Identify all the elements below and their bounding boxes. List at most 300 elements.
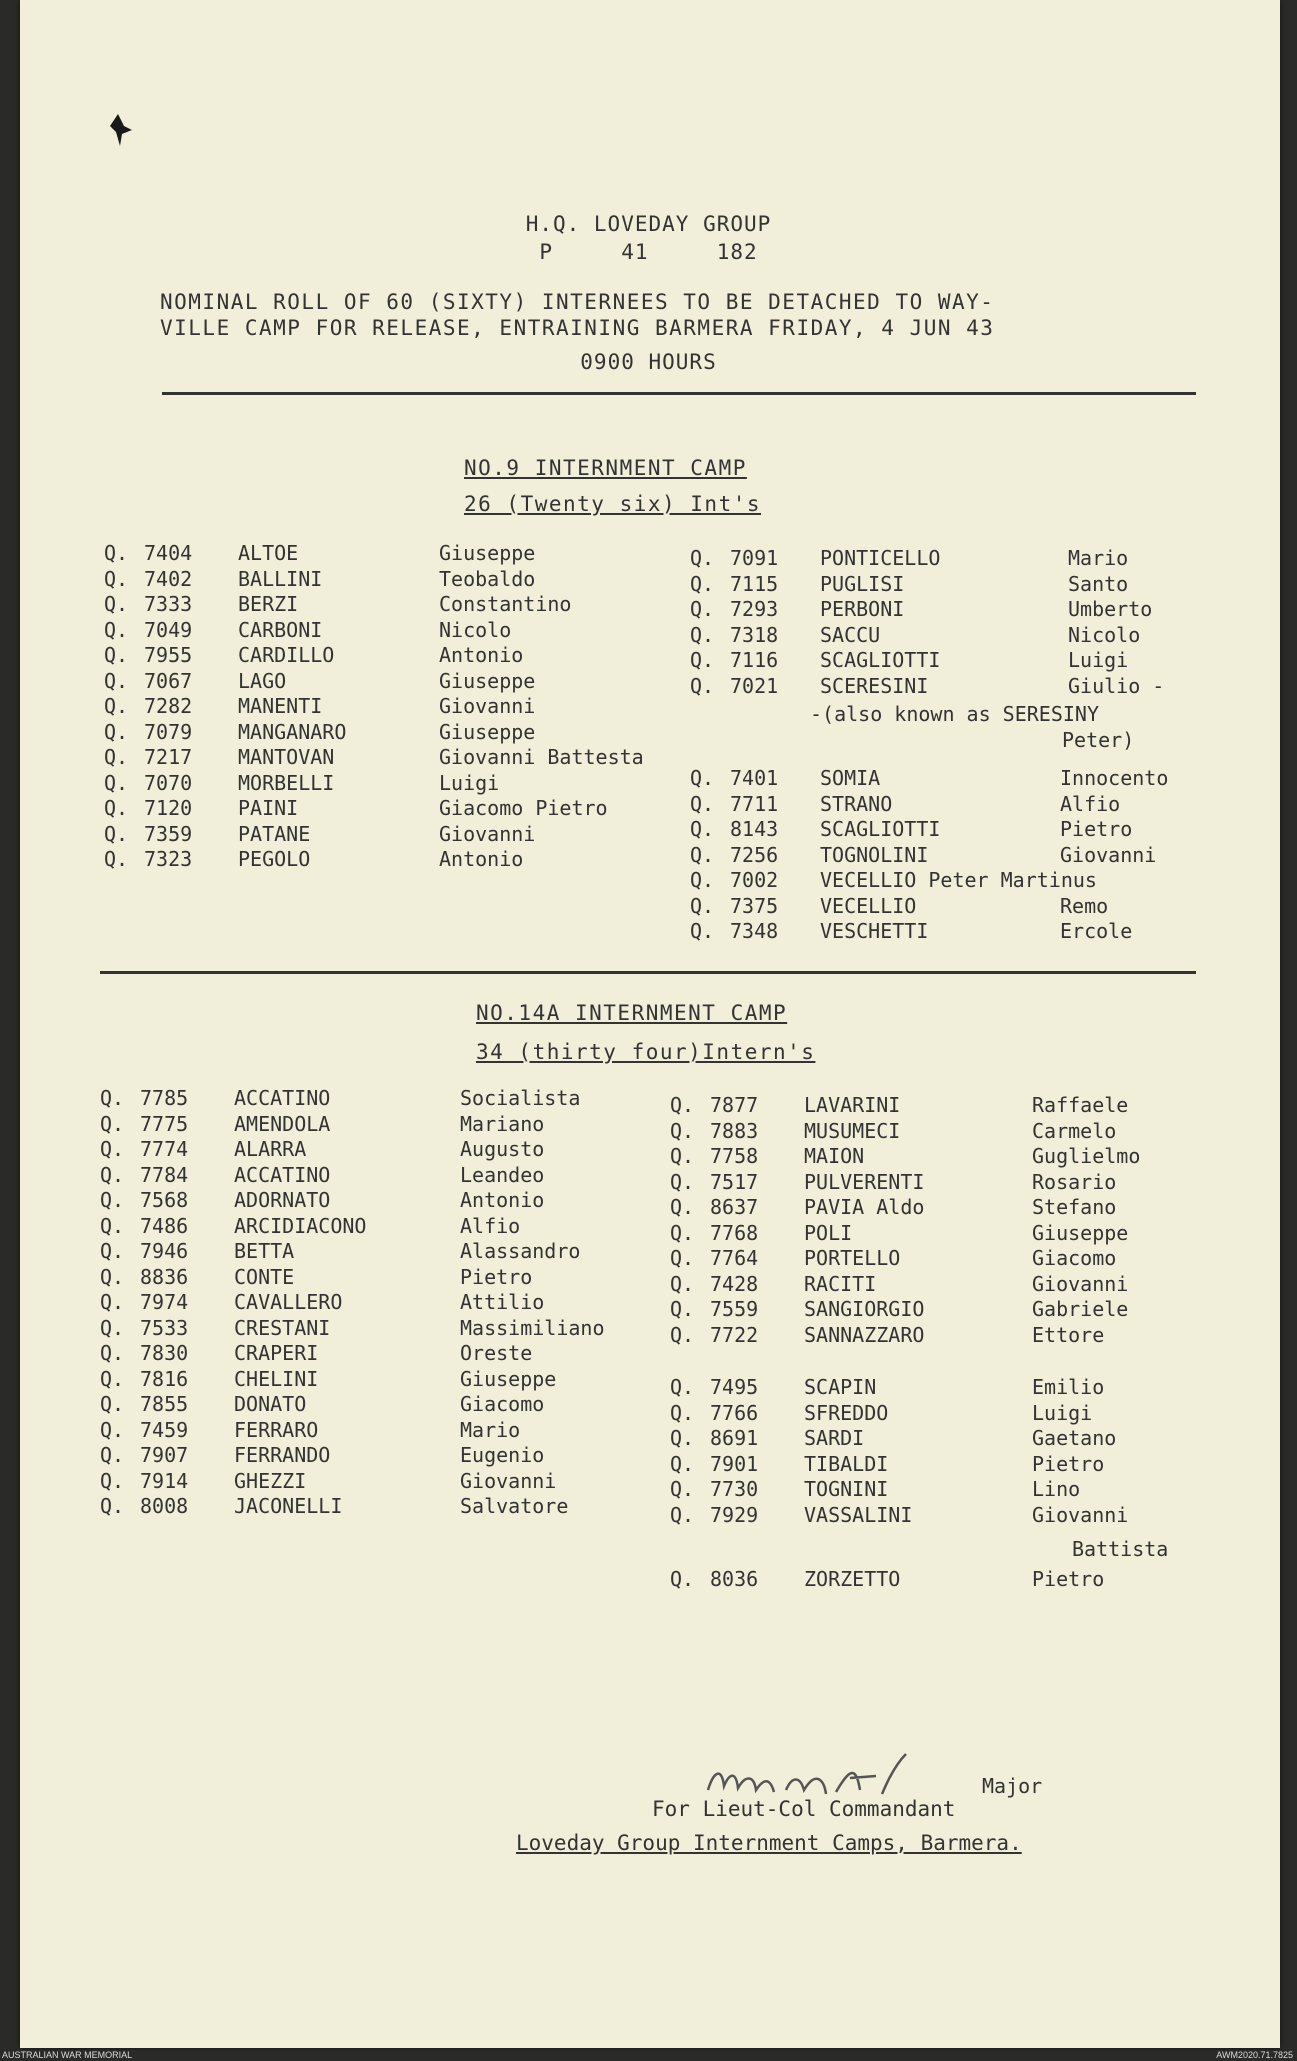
list-item [104,643,664,669]
internee-number: 7855 [140,1392,189,1416]
given-names: Pietro [1032,1451,1105,1476]
list-item [690,843,1210,869]
title-line1: NOMINAL ROLL OF 60 (SIXTY) INTERNEES TO BE DETACHED TO WAY- [160,290,995,314]
given-names: Giulio - [1068,673,1165,698]
internee-number: 7282 [144,694,193,718]
list-item [670,1297,1210,1323]
q-prefix: Q. [670,1271,695,1296]
given-names: Luigi [439,770,500,795]
surname: VECELLIO [820,893,917,918]
given-names: Alfio [460,1213,521,1238]
given-names: Leandeo [460,1162,545,1187]
surname: SANGIORGIO [804,1297,925,1321]
list-item [670,1195,1210,1221]
q-prefix: Q. [100,1162,125,1187]
given-names: Antonio [439,643,524,667]
internee-number: 7359 [144,821,193,846]
list-item [670,1272,1210,1298]
list-item [690,868,1210,894]
surname: TOGNINI [804,1477,889,1501]
divider [100,971,1196,974]
list-item [104,745,664,771]
list-item [100,1086,660,1112]
internee-number: 7459 [140,1417,189,1442]
camp9-note2: Peter) [1062,728,1135,752]
camp9-right-list-b [690,766,1210,945]
surname: PUGLISI [820,571,905,596]
q-prefix: Q. [104,617,129,642]
surname: PAINI [238,796,299,820]
q-prefix: Q. [690,842,715,867]
q-prefix: Q. [104,821,129,846]
surname: SCERESINI [820,673,929,698]
list-item [690,572,1210,598]
given-names: Giovanni [439,821,536,846]
given-names: Constantino [439,592,572,616]
q-prefix: Q. [100,1213,125,1238]
internee-number: 7486 [140,1213,189,1238]
surname: LAGO [238,668,287,693]
surname: CRESTANI [234,1315,331,1340]
given-names: Nicolo [439,617,512,642]
list-item [690,894,1210,920]
list-item [104,847,664,873]
list-item [104,822,664,848]
internee-number: 7348 [730,919,779,943]
given-names: Pietro [460,1264,533,1289]
surname: DONATO [234,1392,307,1416]
surname: SCAPIN [804,1375,877,1399]
list-item [100,1494,660,1520]
internee-number: 7766 [710,1400,759,1425]
given-names: Giovanni [1032,1271,1129,1296]
internee-number: 7711 [730,791,779,816]
internee-number: 7775 [140,1111,189,1136]
q-prefix: Q. [690,766,715,790]
given-names: Giuseppe [439,719,536,744]
internee-number: 7021 [730,673,779,698]
surname: ALARRA [234,1137,307,1161]
camp14-count: 34 (thirty four)Intern's [476,1040,816,1064]
q-prefix: Q. [690,919,715,943]
surname: AMENDOLA [234,1111,331,1136]
list-item [104,694,664,720]
surname: SANNAZZARO [804,1322,925,1347]
surname: JACONELLI [234,1494,343,1518]
title-line2: VILLE CAMP FOR RELEASE, ENTRAINING BARMERA FRIDAY, 4 JUN 43 [160,316,995,340]
q-prefix: Q. [104,541,129,565]
q-prefix: Q. [100,1264,125,1289]
list-item [100,1265,660,1291]
given-names: Giuseppe [1032,1220,1129,1245]
given-names: Rosario [1032,1169,1117,1194]
signatory-line1: For Lieut-Col Commandant [652,1797,956,1821]
camp14-name: NO.14A INTERNMENT CAMP [476,1001,788,1025]
q-prefix: Q. [670,1400,695,1425]
list-item [104,541,664,567]
q-prefix: Q. [690,791,715,816]
surname: PONTICELLO [820,546,941,570]
surname: VECELLIO Peter Martinus [820,868,1097,892]
given-names: Mariano [460,1111,545,1136]
q-prefix: Q. [100,1239,125,1263]
camp14-left-list [100,1086,660,1520]
surname: CHELINI [234,1366,319,1391]
surname: FERRARO [234,1417,319,1442]
surname: POLI [804,1220,853,1245]
internee-number: 7091 [730,546,779,570]
q-prefix: Q. [690,597,715,621]
q-prefix: Q. [104,847,129,871]
internee-number: 7333 [144,592,193,616]
surname: CRAPERI [234,1341,319,1365]
list-item [670,1477,1210,1503]
surname: ADORNATO [234,1188,331,1212]
internee-number: 7401 [730,766,779,790]
camp9-count: 26 (Twenty six) Int's [464,492,762,516]
internee-number: 7217 [144,745,193,769]
internee-number: 7402 [144,566,193,591]
q-prefix: Q. [690,893,715,918]
surname: RACITI [804,1271,877,1296]
internee-number: 7974 [140,1290,189,1314]
internee-number: 7318 [730,622,779,647]
q-prefix: Q. [104,719,129,744]
given-names: Pietro [1060,817,1133,841]
list-item [670,1452,1210,1478]
camp14-right-list-b [670,1375,1210,1528]
given-names: Antonio [439,847,524,871]
given-names: Pietro [1032,1567,1105,1591]
internee-number: 7764 [710,1246,759,1270]
surname: CAVALLERO [234,1290,343,1314]
list-item [100,1418,660,1444]
footer-left: AUSTRALIAN WAR MEMORIAL [2,2050,133,2060]
surname: ZORZETTO [804,1567,901,1591]
list-item [690,674,1210,700]
surname: PATANE [238,821,311,846]
q-prefix: Q. [100,1188,125,1212]
given-names: Mario [1068,546,1129,570]
q-prefix: Q. [104,566,129,591]
list-item [670,1093,1210,1119]
given-names: Giacomo [1032,1246,1117,1270]
q-prefix: Q. [670,1195,695,1219]
list-item [670,1144,1210,1170]
list-item [100,1290,660,1316]
camp14-right-list-a [670,1093,1210,1348]
footer-right: AWM2020.71.7825 [1216,2050,1293,2060]
q-prefix: Q. [670,1220,695,1245]
list-item [100,1214,660,1240]
list-item [670,1375,1210,1401]
internee-number: 7929 [710,1502,759,1527]
q-prefix: Q. [690,571,715,596]
given-names: Innocento [1060,766,1169,790]
q-prefix: Q. [104,770,129,795]
list-item [104,796,664,822]
internee-number: 7428 [710,1271,759,1296]
internee-number: 7768 [710,1220,759,1245]
q-prefix: Q. [104,592,129,616]
list-item [104,618,664,644]
list-item [670,1567,1210,1593]
surname: TIBALDI [804,1451,889,1476]
given-names: Massimiliano [460,1315,605,1340]
camp14-extra-given: Battista [1072,1537,1169,1561]
given-names: Alfio [1060,791,1121,816]
internee-number: 7883 [710,1118,759,1143]
internee-number: 7049 [144,617,193,642]
surname: SARDI [804,1426,865,1450]
internee-number: 7495 [710,1375,759,1399]
q-prefix: Q. [690,546,715,570]
list-item [100,1163,660,1189]
q-prefix: Q. [104,796,129,820]
surname: PULVERENTI [804,1169,925,1194]
q-prefix: Q. [100,1290,125,1314]
surname: SOMIA [820,766,881,790]
given-names: Giovanni [460,1468,557,1493]
list-item [104,592,664,618]
list-item [100,1188,660,1214]
camp9-name: NO.9 INTERNMENT CAMP [464,456,747,480]
given-names: Giuseppe [439,668,536,693]
q-prefix: Q. [100,1494,125,1518]
list-item [690,766,1210,792]
given-names: Stefano [1032,1195,1117,1219]
given-names: Giovanni [439,694,536,718]
q-prefix: Q. [100,1137,125,1161]
list-item [690,623,1210,649]
header-line1: H.Q. LOVEDAY GROUP [525,212,772,236]
q-prefix: Q. [100,1341,125,1365]
divider [162,392,1196,395]
given-names: Remo [1060,893,1109,918]
given-names: Attilio [460,1290,545,1314]
given-names: Gabriele [1032,1297,1129,1321]
given-names: Antonio [460,1188,545,1212]
given-names: Giacomo [460,1392,545,1416]
surname: TOGNOLINI [820,842,929,867]
internee-number: 7946 [140,1239,189,1263]
archive-footer [0,2050,1297,2061]
surname: LAVARINI [804,1093,901,1117]
given-names: Giovanni [1060,842,1157,867]
given-names: Salvatore [460,1494,569,1518]
internee-number: 7375 [730,893,779,918]
surname: ACCATINO [234,1162,331,1187]
list-item [100,1137,660,1163]
surname: BETTA [234,1239,295,1263]
title-line3: 0900 HOURS [580,350,717,374]
surname: GHEZZI [234,1468,307,1493]
camp14-last-entry [670,1567,1210,1593]
list-item [670,1323,1210,1349]
internee-number: 7517 [710,1169,759,1194]
internee-number: 7404 [144,541,193,565]
surname: ALTOE [238,541,299,565]
list-item [690,919,1210,945]
given-names: Raffaele [1032,1093,1129,1117]
internee-number: 7784 [140,1162,189,1187]
given-names: Giovanni Battesta [439,745,644,769]
surname: FERRANDO [234,1443,331,1467]
list-item [104,567,664,593]
list-item [100,1239,660,1265]
q-prefix: Q. [670,1297,695,1321]
list-item [100,1341,660,1367]
q-prefix: Q. [670,1426,695,1450]
internee-number: 7533 [140,1315,189,1340]
surname: VESCHETTI [820,919,929,943]
list-item [670,1221,1210,1247]
q-prefix: Q. [100,1315,125,1340]
given-names: Umberto [1068,597,1153,621]
q-prefix: Q. [100,1417,125,1442]
internee-number: 7730 [710,1477,759,1501]
signatory-line2: Loveday Group Internment Camps, Barmera. [516,1831,1022,1855]
list-item [690,546,1210,572]
list-item [690,597,1210,623]
camp9-left-list [104,541,664,873]
surname: VASSALINI [804,1502,913,1527]
q-prefix: Q. [670,1169,695,1194]
list-item [690,792,1210,818]
internee-number: 8008 [140,1494,189,1518]
internee-number: 7722 [710,1322,759,1347]
q-prefix: Q. [104,643,129,667]
given-names: Lino [1032,1477,1081,1501]
surname: STRANO [820,791,893,816]
surname: PEGOLO [238,847,311,871]
list-item [100,1367,660,1393]
internee-number: 7907 [140,1443,189,1467]
surname: MANENTI [238,694,323,718]
internee-number: 7568 [140,1188,189,1212]
internee-number: 7914 [140,1468,189,1493]
internee-number: 7785 [140,1086,189,1110]
list-item [104,669,664,695]
surname: ARCIDIACONO [234,1213,367,1238]
surname: BERZI [238,592,299,616]
internee-number: 7293 [730,597,779,621]
q-prefix: Q. [670,1451,695,1476]
surname: ACCATINO [234,1086,331,1110]
surname: MANGANARO [238,719,347,744]
internee-number: 8637 [710,1195,759,1219]
q-prefix: Q. [690,648,715,672]
list-item [104,720,664,746]
q-prefix: Q. [670,1477,695,1501]
q-prefix: Q. [690,817,715,841]
given-names: Giacomo Pietro [439,796,608,820]
given-names: Teobaldo [439,566,536,591]
internee-number: 8836 [140,1264,189,1289]
internee-number: 7877 [710,1093,759,1117]
internee-number: 7901 [710,1451,759,1476]
internee-number: 7323 [144,847,193,871]
surname: CARDILLO [238,643,335,667]
list-item [670,1503,1210,1529]
internee-number: 7758 [710,1144,759,1168]
internee-number: 8143 [730,817,779,841]
internee-number: 7830 [140,1341,189,1365]
list-item [690,648,1210,674]
list-item [100,1392,660,1418]
q-prefix: Q. [690,673,715,698]
given-names: Carmelo [1032,1118,1117,1143]
internee-number: 7079 [144,719,193,744]
q-prefix: Q. [670,1375,695,1399]
q-prefix: Q. [690,868,715,892]
surname: PERBONI [820,597,905,621]
given-names: Ercole [1060,919,1133,943]
q-prefix: Q. [104,745,129,769]
internee-number: 7120 [144,796,193,820]
list-item [670,1426,1210,1452]
list-item [100,1112,660,1138]
surname: SACCU [820,622,881,647]
surname: PAVIA Aldo [804,1195,925,1219]
list-item [100,1316,660,1342]
q-prefix: Q. [670,1093,695,1117]
given-names: Guglielmo [1032,1144,1141,1168]
q-prefix: Q. [100,1366,125,1391]
given-names: Oreste [460,1341,533,1365]
internee-number: 7115 [730,571,779,596]
given-names: Gaetano [1032,1426,1117,1450]
q-prefix: Q. [670,1246,695,1270]
list-item [670,1401,1210,1427]
surname: CARBONI [238,617,323,642]
given-names: Giuseppe [460,1366,557,1391]
q-prefix: Q. [670,1144,695,1168]
q-prefix: Q. [100,1111,125,1136]
given-names: Luigi [1068,648,1129,672]
given-names: Alassandro [460,1239,581,1263]
q-prefix: Q. [670,1502,695,1527]
internee-number: 7256 [730,842,779,867]
given-names: Emilio [1032,1375,1105,1399]
given-names: Giuseppe [439,541,536,565]
surname: PORTELLO [804,1246,901,1270]
list-item [104,771,664,797]
camp9-right-list-a [690,546,1210,699]
q-prefix: Q. [690,622,715,647]
given-names: Giovanni [1032,1502,1129,1527]
surname: SCAGLIOTTI [820,648,941,672]
given-names: Santo [1068,571,1129,596]
given-names: Socialista [460,1086,581,1110]
surname: SFREDDO [804,1400,889,1425]
header-line2: P 41 182 [539,240,758,264]
signatory-rank: Major [982,1774,1043,1798]
surname: MAION [804,1144,865,1168]
surname: CONTE [234,1264,295,1289]
surname: MORBELLI [238,770,335,795]
q-prefix: Q. [100,1392,125,1416]
given-names: Eugenio [460,1443,545,1467]
list-item [670,1119,1210,1145]
internee-number: 7816 [140,1366,189,1391]
surname: SCAGLIOTTI [820,817,941,841]
punch-mark-icon [108,112,138,152]
surname: MUSUMECI [804,1118,901,1143]
given-names: Mario [460,1417,521,1442]
q-prefix: Q. [670,1118,695,1143]
list-item [670,1246,1210,1272]
